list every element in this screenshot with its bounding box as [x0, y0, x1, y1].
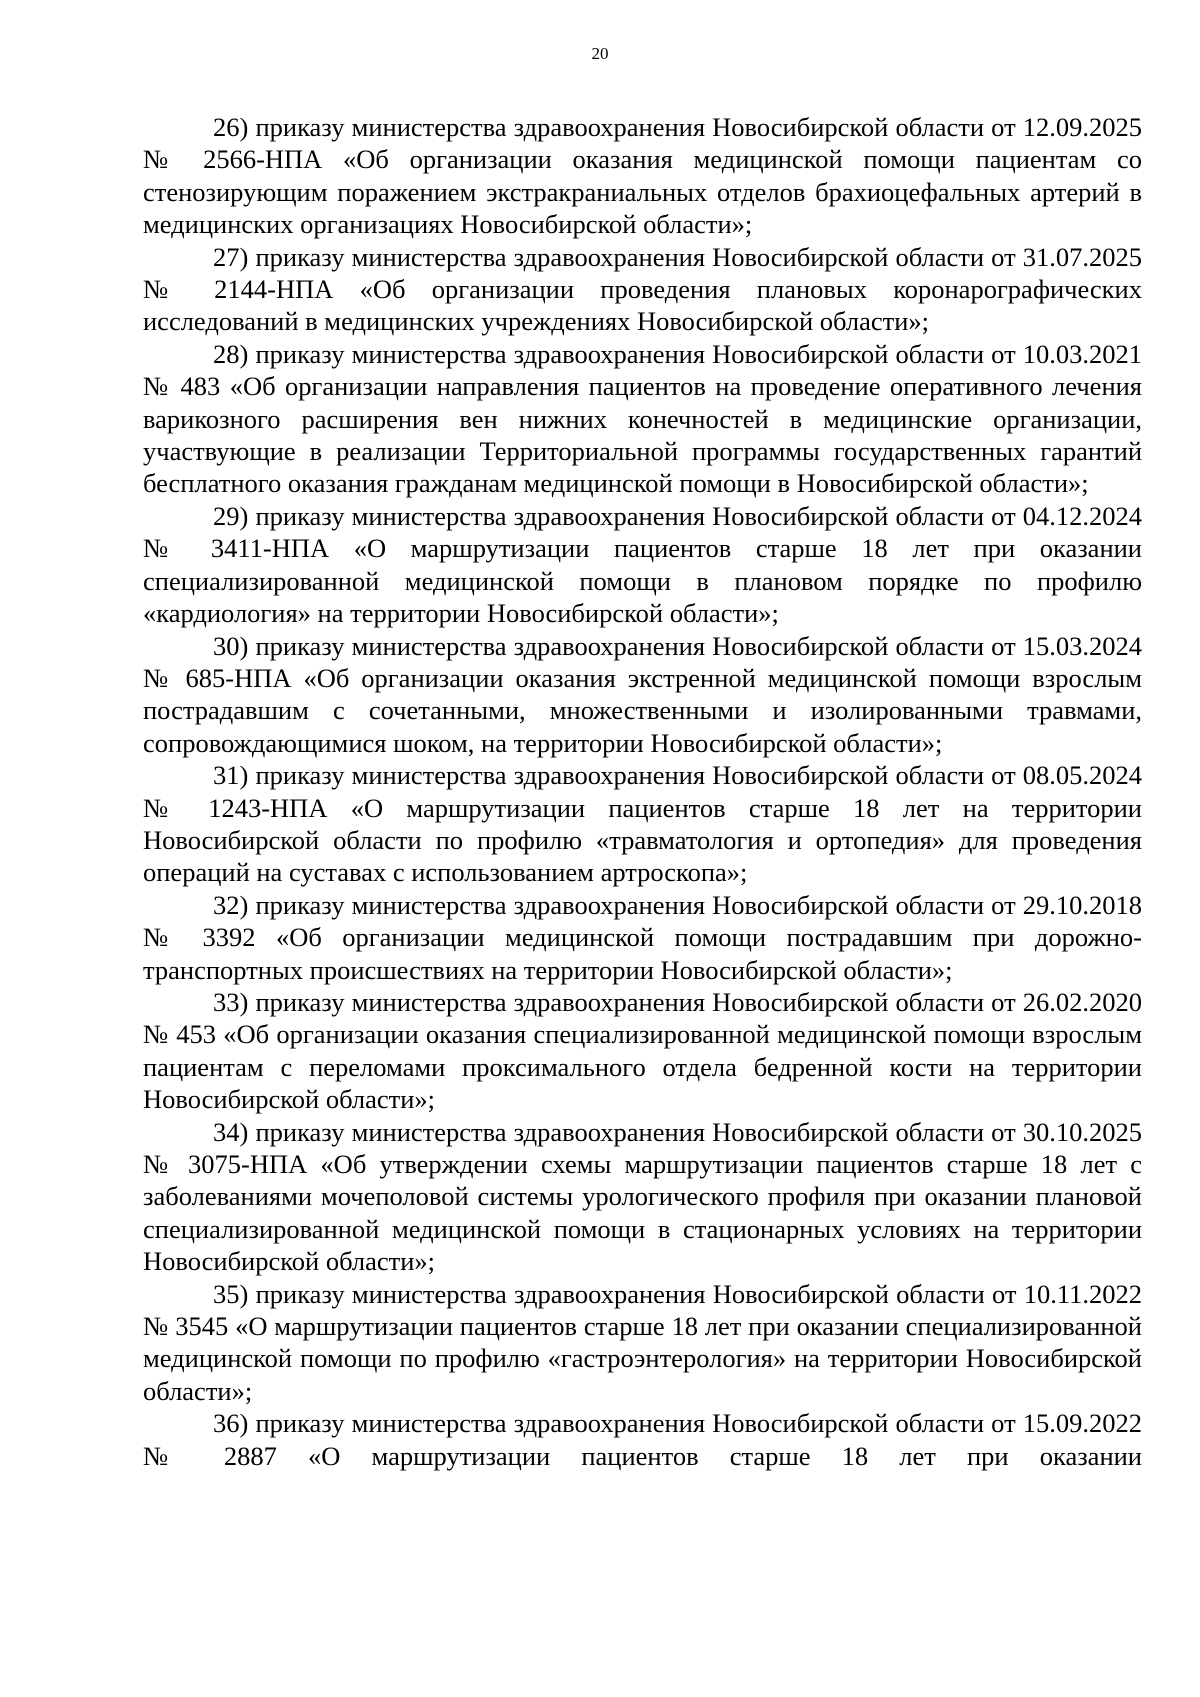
item-text: приказу министерства здравоохранения Новосибирской области от 08.05.2024 № 1243-НПА «О маршрутизации пациентов старше 18 лет на территории Новосибирской области по профилю «травматология и ортопедия» для проведения операций на суставах с использованием артроскопа»;: [143, 760, 1143, 888]
list-item: [143, 500, 1142, 630]
item-text: приказу министерства здравоохранения Новосибирской области от 29.10.2018 № 3392 «Об организации медицинской помощи пострадавшим при дорожно-транспортных происшествиях на территории Новосибирской области»;: [143, 889, 1143, 985]
item-number: 35): [213, 1278, 249, 1309]
item-number: 26): [213, 112, 249, 142]
list-item: [143, 1407, 1142, 1472]
item-text: приказу министерства здравоохранения Новосибирской области от 31.07.2025 № 2144-НПА «Об организации проведения плановых коронарографических исследований в медицинских учреждениях Новосибирской области»;: [143, 241, 1143, 337]
item-number: 32): [213, 889, 249, 920]
item-text: приказу министерства здравоохранения Новосибирской области от 30.10.2025 № 3075-НПА «Об утверждении схемы маршрутизации пациентов старше 18 лет с заболеваниями мочеполовой системы урологического профиля при оказании плановой специализированной медицинской помощи в стационарных условиях на территории Новосибирской области»;: [143, 1116, 1143, 1277]
list-item: [143, 630, 1142, 760]
list-item: [143, 759, 1142, 889]
item-text: приказу министерства здравоохранения Новосибирской области от 04.12.2024 № 3411-НПА «О маршрутизации пациентов старше 18 лет при оказании специализированной медицинской помощи в плановом порядке по профилю «кардиология» на территории Новосибирской области»;: [143, 500, 1143, 629]
item-text: приказу министерства здравоохранения Новосибирской области от 15.09.2022 № 2887 «О маршрутизации пациентов старше 18 лет при оказании: [143, 1408, 1143, 1471]
list-item: [143, 338, 1142, 500]
item-number: 30): [213, 630, 249, 661]
item-number: 28): [213, 338, 249, 369]
item-text: приказу министерства здравоохранения Новосибирской области от 15.03.2024 № 685-НПА «Об организации оказания экстренной медицинской помощи взрослым пострадавшим с сочетанными, множественными и изолированными травмами, сопровождающимися шоком, на территории Новосибирской области»;: [143, 630, 1143, 758]
list-item: [143, 1116, 1142, 1278]
document-body: [143, 111, 1142, 1472]
item-number: 33): [213, 986, 249, 1017]
item-text: приказу министерства здравоохранения Новосибирской области от 12.09.2025 № 2566-НПА «Об организации оказания медицинской помощи пациентам со стенозирующим поражением экстракраниальных отделов брахиоцефальных артерий в медицинских организациях Новосибирской области»;: [143, 112, 1143, 240]
list-item: [143, 1278, 1142, 1408]
list-item: [143, 241, 1142, 338]
list-item: [143, 889, 1142, 986]
item-number: 27): [213, 241, 249, 272]
item-number: 36): [213, 1408, 249, 1439]
item-text: приказу министерства здравоохранения Новосибирской области от 26.02.2020 № 453 «Об организации оказания специализированной медицинской помощи взрослым пациентам с переломами проксимального отдела бедренной кости на территории Новосибирской области»;: [143, 986, 1143, 1115]
item-number: 31): [213, 760, 249, 791]
item-text: приказу министерства здравоохранения Новосибирской области от 10.11.2022 № 3545 «О маршрутизации пациентов старше 18 лет при оказании специализированной медицинской помощи по профилю «гастроэнтерология» на территории Новосибирской области»;: [143, 1278, 1143, 1406]
item-text: приказу министерства здравоохранения Новосибирской области от 10.03.2021 № 483 «Об организации направления пациентов на проведение оперативного лечения варикозного расширения вен нижних конечностей в медицинские организации, участвующие в реализации Территориальной программы государственных гарантий бесплатного оказания гражданам медицинской помощи в Новосибирской области»;: [143, 338, 1143, 499]
list-item: [143, 986, 1142, 1116]
list-item: [143, 111, 1142, 241]
item-number: 29): [213, 500, 249, 531]
page-number: 20: [591, 44, 609, 63]
item-number: 34): [213, 1116, 249, 1147]
